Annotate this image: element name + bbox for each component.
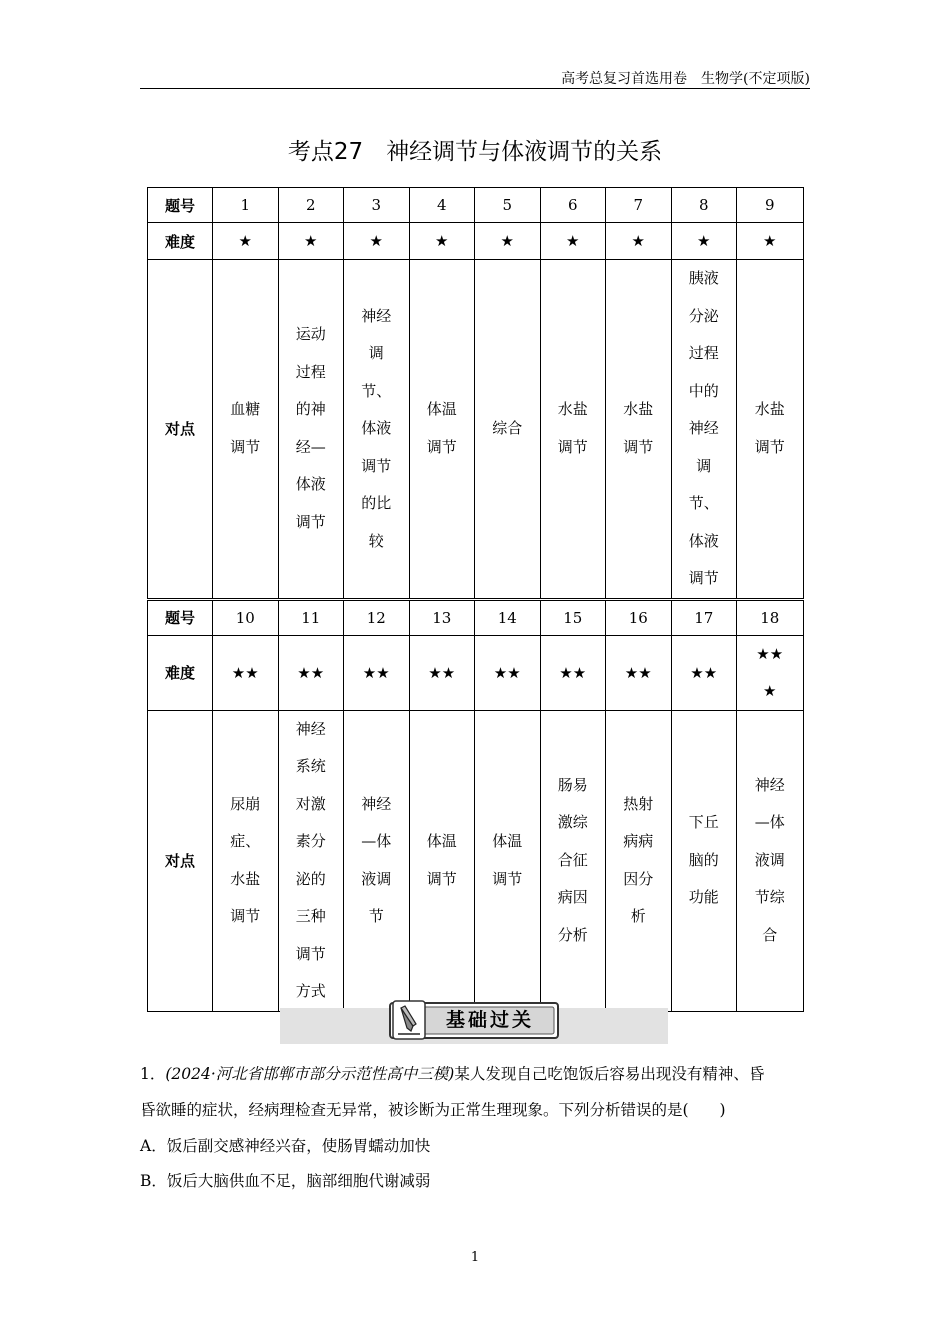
question-number: 14	[475, 599, 541, 635]
question-number: 13	[409, 599, 475, 635]
difficulty-stars: ★	[671, 223, 737, 260]
difficulty-row-2	[148, 635, 804, 710]
option-letter: A．	[140, 1137, 167, 1155]
topic-cell: 下丘脑的功能	[688, 813, 719, 907]
difficulty-stars: ★	[737, 223, 804, 260]
difficulty-stars: ★★	[540, 635, 606, 710]
section-badge-label: 基础过关	[445, 1009, 534, 1031]
difficulty-stars: ★★	[278, 635, 344, 710]
topic-row-2	[148, 710, 804, 1011]
topic-cell: 肠易激综合征病因分析	[557, 775, 588, 944]
question-stem: 某人发现自己吃饱饭后容易出现没有精神、昏	[454, 1065, 765, 1083]
topic-cell: 综合	[492, 419, 523, 437]
question-number: 1	[213, 188, 279, 223]
row-label-difficulty: 难度	[148, 223, 213, 260]
question-number: 1．	[140, 1065, 166, 1083]
option-text: 饭后副交感神经兴奋，使肠胃蠕动加快	[166, 1137, 431, 1155]
topic-cell: 尿崩症、水盐调节	[230, 794, 261, 925]
topic-cell: 神经系统对激素分泌的三种调节方式	[295, 719, 326, 1000]
number-row-1	[148, 188, 804, 223]
difficulty-stars: ★★	[671, 635, 737, 710]
difficulty-stars: ★★	[344, 635, 410, 710]
topic-cell: 体温调节	[426, 832, 457, 888]
difficulty-stars: ★	[344, 223, 410, 260]
number-row-2	[148, 599, 804, 635]
difficulty-stars: ★	[213, 223, 279, 260]
topic-cell: 血糖调节	[230, 400, 261, 456]
topic-cell: 水盐调节	[754, 400, 785, 456]
question-source: (2024·河北省邯郸市部分示范性高中三模)	[165, 1065, 455, 1083]
page-title: 考点27 神经调节与体液调节的关系	[287, 139, 663, 165]
difficulty-stars: ★★	[606, 635, 672, 710]
question-1-line-1	[140, 1064, 820, 1084]
running-header: 高考总复习首选用卷 生物学(不定项版)	[561, 71, 810, 87]
question-number: 11	[278, 599, 344, 635]
difficulty-stars: ★	[475, 223, 541, 260]
difficulty-stars: ★★	[475, 635, 541, 710]
difficulty-stars: ★	[540, 223, 606, 260]
option-letter: B．	[140, 1172, 167, 1190]
row-label-topic: 对点	[148, 710, 213, 1011]
topic-cell: 神经—体液调节综合	[754, 775, 785, 944]
topic-row-1	[148, 260, 804, 600]
question-number: 18	[737, 599, 804, 635]
row-label-number: 题号	[148, 599, 213, 635]
row-label-difficulty: 难度	[148, 635, 213, 710]
option-a	[140, 1136, 820, 1156]
topic-cell: 神经调节、体液调节的比较	[361, 306, 392, 550]
question-number: 17	[671, 599, 737, 635]
topic-cell: 水盐调节	[623, 400, 654, 456]
question-number: 10	[213, 599, 279, 635]
row-label-number: 题号	[148, 188, 213, 223]
question-number: 5	[475, 188, 541, 223]
question-number: 16	[606, 599, 672, 635]
option-b	[140, 1171, 820, 1191]
question-number: 15	[540, 599, 606, 635]
question-number: 6	[540, 188, 606, 223]
topic-cell: 运动过程的神经—体液调节	[295, 325, 326, 531]
difficulty-stars: ★	[278, 223, 344, 260]
difficulty-stars: ★	[606, 223, 672, 260]
topic-cell: 神经—体液调节	[361, 794, 392, 925]
topic-cell: 胰液分泌过程中的神经调节、体液调节	[688, 269, 719, 587]
header-rule	[140, 88, 810, 89]
question-stem-line-2: 昏欲睡的症状，经病理检查无异常，被诊断为正常生理现象。下列分析错误的是( )	[140, 1101, 726, 1119]
topic-cell: 体温调节	[426, 400, 457, 456]
option-text: 饭后大脑供血不足，脑部细胞代谢减弱	[166, 1172, 431, 1190]
question-number: 2	[278, 188, 344, 223]
difficulty-row-1	[148, 223, 804, 260]
difficulty-stars: ★★★	[756, 644, 784, 700]
topic-cell: 体温调节	[492, 832, 523, 888]
difficulty-stars: ★	[409, 223, 475, 260]
topic-table	[147, 187, 804, 1012]
question-number: 9	[737, 188, 804, 223]
topic-cell: 热射病病因分析	[623, 794, 654, 925]
page-number: 1	[470, 1250, 480, 1265]
question-number: 8	[671, 188, 737, 223]
question-number: 3	[344, 188, 410, 223]
row-label-topic: 对点	[148, 260, 213, 600]
question-number: 4	[409, 188, 475, 223]
difficulty-stars: ★★	[213, 635, 279, 710]
topic-cell: 水盐调节	[557, 400, 588, 456]
question-number: 7	[606, 188, 672, 223]
difficulty-stars: ★★	[409, 635, 475, 710]
question-number: 12	[344, 599, 410, 635]
